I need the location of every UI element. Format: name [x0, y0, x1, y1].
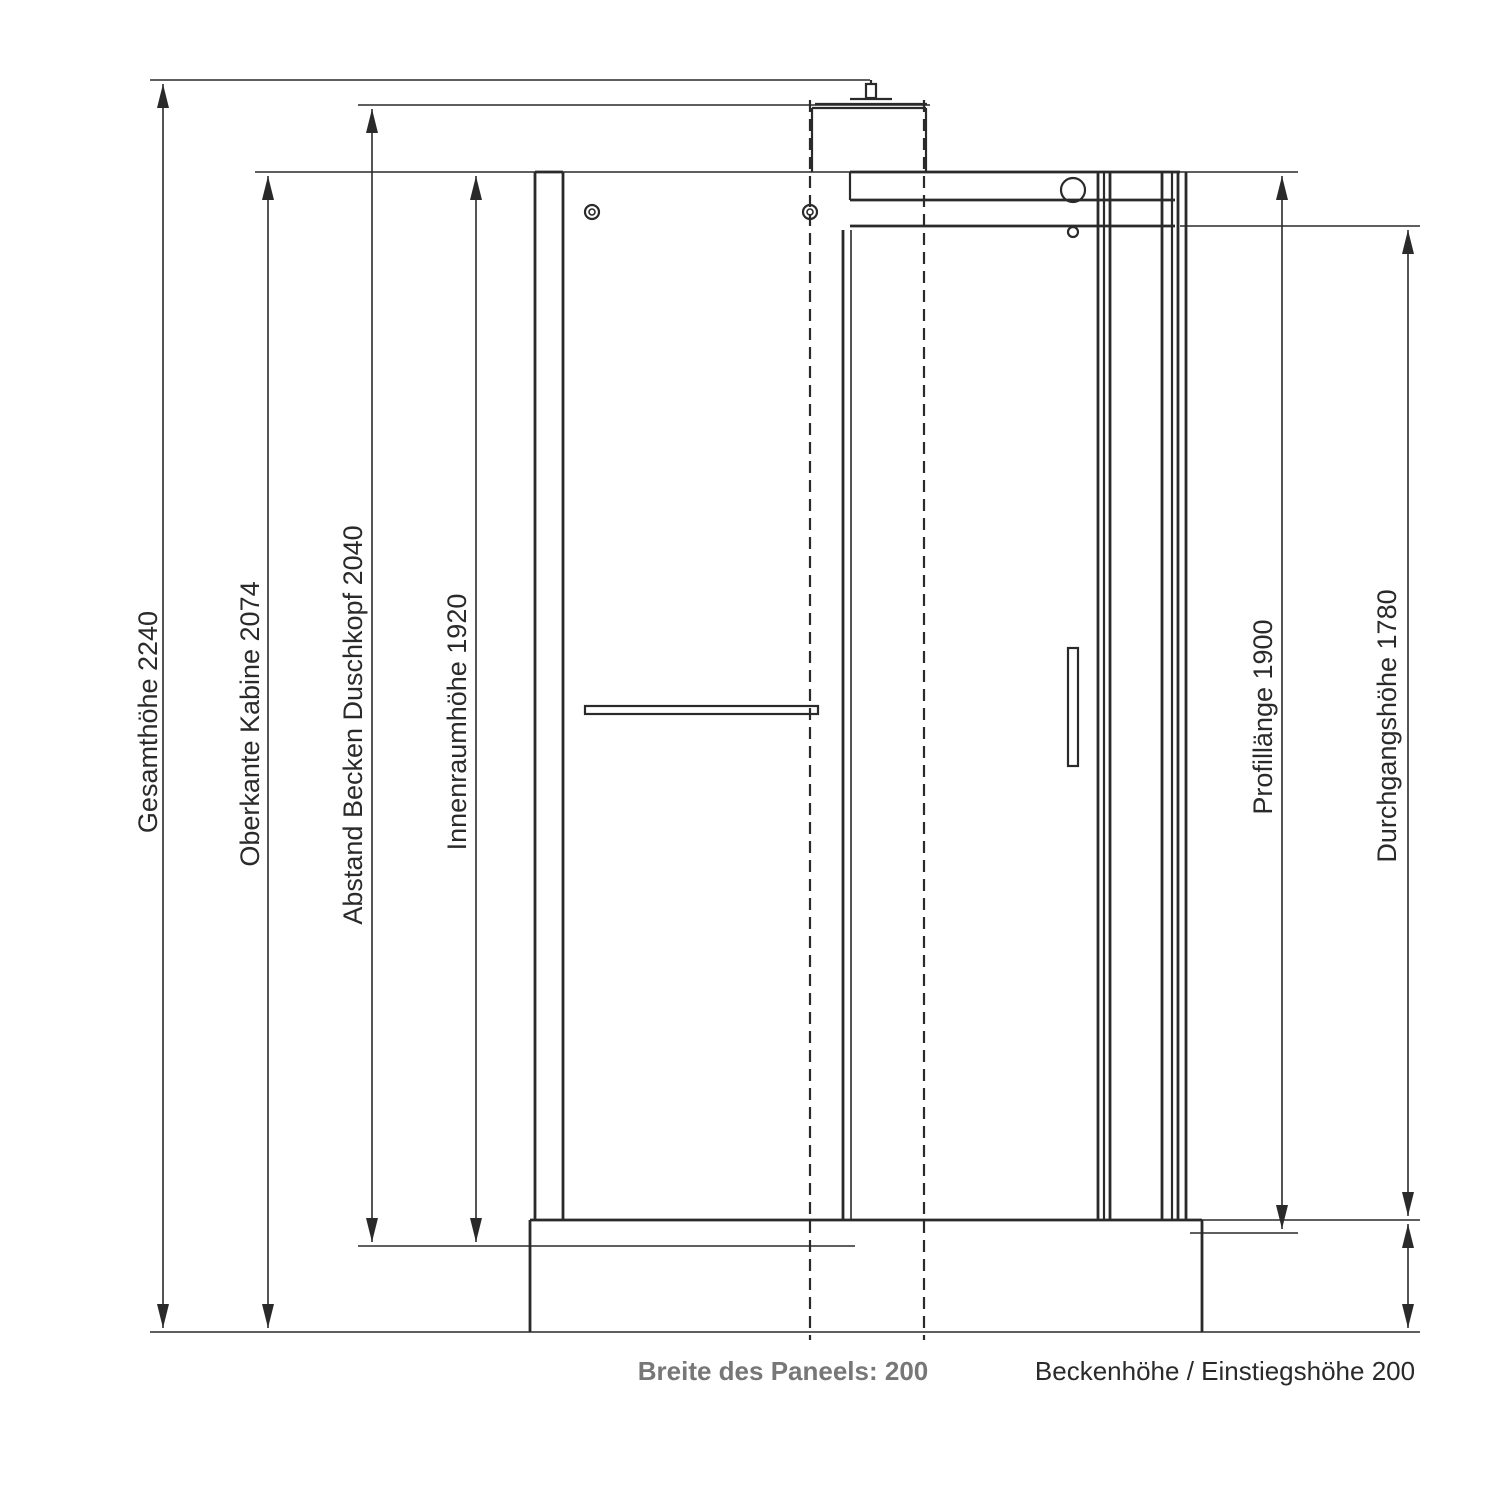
label-panel-width: Breite des Paneels: 200	[637, 1356, 929, 1386]
door-handle	[1068, 648, 1078, 766]
dimension-beckenhoehe	[1402, 1224, 1414, 1328]
label-innenraumhoehe: Innenraumhöhe 1920	[442, 593, 472, 851]
shower-head	[815, 80, 927, 104]
fixing-screws	[585, 205, 817, 219]
dimension-durchgangshoehe	[1402, 230, 1414, 1216]
top-rail	[850, 172, 1180, 226]
label-profillaenge: Profillänge 1900	[1248, 619, 1278, 815]
left-glass-panel	[535, 172, 851, 1220]
towel-bar	[585, 706, 818, 714]
label-durchgangshoehe: Durchgangshöhe 1780	[1372, 589, 1402, 863]
label-basin-height: Beckenhöhe / Einstiegshöhe 200	[1034, 1356, 1416, 1386]
label-abstand-becken-duschkopf: Abstand Becken Duschkopf 2040	[338, 525, 368, 925]
label-oberkante-kabine: Oberkante Kabine 2074	[235, 581, 265, 867]
roller	[1061, 178, 1085, 237]
right-profile	[1162, 172, 1186, 1220]
sliding-door	[1098, 172, 1110, 1220]
label-gesamthoehe: Gesamthöhe 2240	[133, 610, 163, 834]
panel-width-lines	[810, 100, 924, 1340]
top-box	[812, 108, 926, 172]
shower-basin	[530, 1220, 1202, 1332]
